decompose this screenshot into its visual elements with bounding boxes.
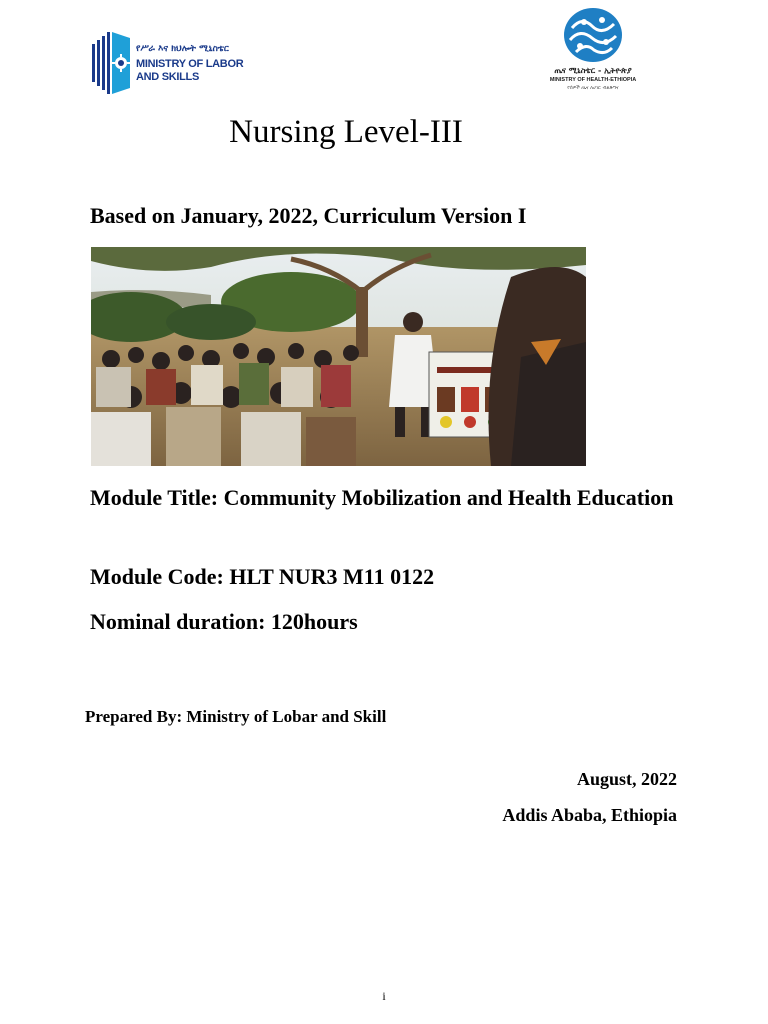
labor-ministry-name-amharic: የሥራ እና ክህሎት ሚኒስቴር [136, 44, 229, 54]
prepared-by: Prepared By: Ministry of Lobar and Skill [85, 707, 387, 726]
community-health-education-photo [91, 247, 586, 466]
module-code: Module Code: HLT NUR3 M11 0122 [90, 564, 435, 589]
labor-emblem-icon [92, 30, 132, 96]
module-title: Module Title: Community Mobilization and Health Education [90, 485, 674, 510]
document-title: Nursing Level-III [229, 114, 463, 150]
ministry-of-labor-logo [92, 28, 244, 98]
publication-location: Addis Ababa, Ethiopia [502, 805, 677, 825]
nominal-duration: Nominal duration: 120hours [90, 609, 358, 634]
page-number: i [382, 989, 386, 1003]
labor-name-line1: MINISTRY OF LABOR [136, 58, 244, 70]
labor-name-line2: AND SKILLS [136, 71, 200, 83]
health-ministry-name-amharic: ጤና ሚኒስቴር - ኢትዮጵያ [554, 66, 632, 75]
photo-illustration [91, 247, 586, 466]
ministry-of-health-logo [540, 4, 650, 96]
curriculum-subtitle: Based on January, 2022, Curriculum Version I [90, 203, 527, 228]
health-ministry-name-english: MINISTRY OF HEALTH-ETHIOPIA [549, 77, 637, 83]
health-ministry-tagline: የሰዎች ጤና ለሀገር ብልጽግና [567, 85, 619, 91]
labor-ministry-name-english [136, 58, 243, 84]
health-globe-icon [562, 6, 624, 64]
publication-date: August, 2022 [576, 769, 677, 789]
